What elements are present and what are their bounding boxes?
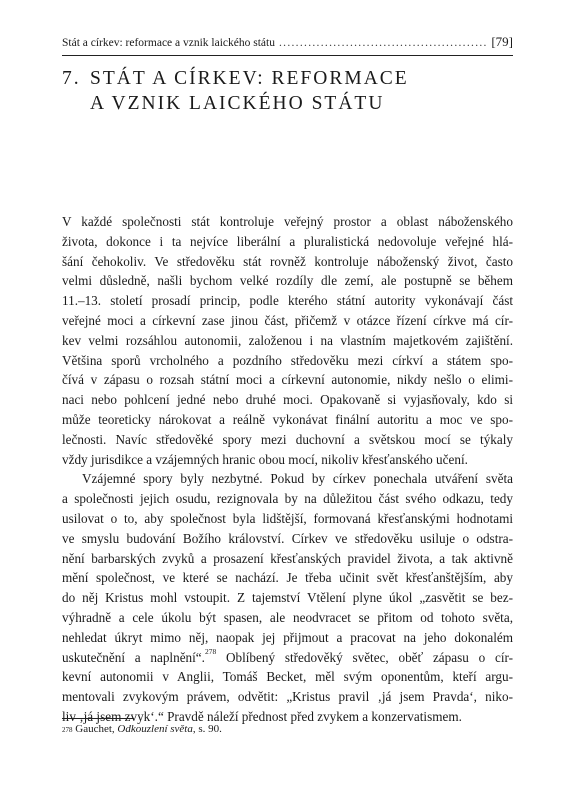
- text-line: Vzájemné spory byly nezbytné. Pokud by církev ponechala utváření světa: [82, 471, 513, 487]
- text-line: lečnosti. Navíc středověké spory mezi duchovní a světskou mocí se týkaly: [62, 431, 513, 447]
- chapter-title-line-1: STÁT A CÍRKEV: REFORMACE: [90, 68, 409, 89]
- text-fragment: uskutečnění a naplnění“.: [62, 649, 205, 665]
- chapter-number: 7.: [62, 68, 81, 89]
- text-line: šání čehokoliv. Ve středověku stát rovněž kontroluje náboženský život, často: [62, 253, 513, 269]
- footnote-author: Gauchet,: [75, 723, 118, 735]
- text-line: do něj Kristus mohl vstoupit. Z tajemství Vtělení plyne úkol „zasvětit se bez-: [62, 590, 513, 606]
- footnote-title: Odkouzlení světa: [117, 723, 193, 735]
- text-line: velmi důsledně, našli bychom velké rozdíly dle zemí, ale postupně se během: [62, 273, 513, 289]
- page-number: [79]: [491, 34, 513, 49]
- dot-leader: [279, 37, 487, 49]
- footnote-mark: 278: [62, 726, 73, 734]
- footnote-rest: , s. 90.: [192, 723, 222, 735]
- paragraph-2: [62, 469, 513, 726]
- text-line: mentovali zvykovým právem, odvětit: „Kristus pravil ‚já jsem Pravda‘, niko-: [62, 689, 513, 705]
- text-line: naci nebo pohlcení jedné nebo druhé moci. Opakovaně si vyjasňovaly, kdo si: [62, 392, 513, 408]
- header-rule: [62, 55, 513, 56]
- text-line: kevní autonomii v Anglii, Tomáš Becket, měl svým oponentům, kteří argu-: [62, 669, 513, 685]
- text-line: výhradně a cele úkolu být spasen, ale neodvracet se přitom od tohoto světa,: [62, 609, 513, 625]
- text-line: nehledat úkryt mimo něj, naopak jej přijmout a pracovat na jeho dokonalém: [62, 629, 513, 645]
- footnote: [62, 722, 222, 736]
- text-line: liv ‚já jsem zvyk‘.“ Pravdě náleží přednost před zvykem a konzervatismem.: [62, 708, 462, 724]
- chapter-title-line-2: A VZNIK LAICKÉHO STÁTU: [90, 93, 385, 114]
- text-line: může teoreticky nárokovat a reálně vykonávat finální autoritu a moc ve spo-: [62, 411, 513, 427]
- text-line: veřejné moci a církevní zase jinou část, přičemž v otázce řízení církve má cír-: [62, 312, 513, 328]
- chapter-title: [62, 66, 482, 116]
- text-line-with-footnote: [62, 648, 513, 668]
- text-fragment: Oblíbený středověký světec, oběť zápasu o cír-: [216, 649, 513, 665]
- footnote-reference[interactable]: 278: [204, 646, 217, 656]
- footnote-rule: [62, 718, 134, 719]
- text-line: čívá v zápasu o rozsah státní moci a církevní autonomie, nikdy nešlo o elimi-: [62, 372, 513, 388]
- running-title: Stát a církev: reformace a vznik laického státu: [62, 37, 275, 49]
- running-header: [62, 34, 513, 52]
- text-line: kev velmi rozsáhlou autonomii, založenou i na vlastním majetkovém zajištění.: [62, 332, 513, 348]
- text-line: ve smyslu budování Božího království. Církev ve středověku usiluje o odstra-: [62, 530, 513, 546]
- text-line: V každé společnosti stát kontroluje veřejný prostor a oblast náboženského: [62, 214, 513, 229]
- text-line: nění barbarských zvyků a prosazení křesťanských pravidel života, a tak aktivně: [62, 550, 513, 566]
- text-line: usilovat o to, aby společnost byla lidštější, formovaná křesťanskými hodnotami: [62, 510, 513, 526]
- text-line: a společnosti jejich osudu, rezignovala by na důležitou část svého odkazu, tedy: [62, 491, 513, 507]
- body-text: [62, 212, 513, 727]
- text-line: Většina sporů vrcholného a pozdního středověku mezi církví a státem spo-: [62, 352, 513, 368]
- text-line: mění společnost, ve které se nachází. Je třeba učinit svět křesťanštějším, aby: [62, 570, 513, 586]
- text-line: vždy jurisdikce a vzájemných hranic obou mocí, nikoliv křesťanského učení.: [62, 451, 468, 467]
- text-line: života, dokonce i ta nejvíce liberální a pluralistická nedovoluje veřejné hlá-: [62, 233, 513, 249]
- text-line: 11.–13. století prosadí princip, podle kterého státní autority vykonávají část: [62, 293, 513, 309]
- paragraph-1: [62, 212, 513, 469]
